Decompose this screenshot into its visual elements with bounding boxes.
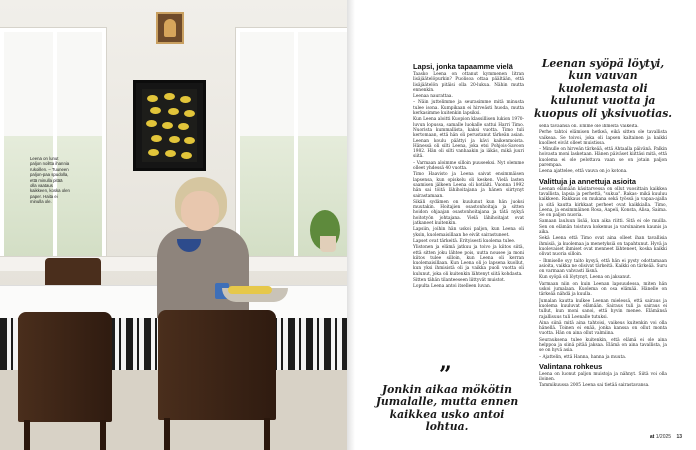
section-heading: Valittuja ja annettuja asioita <box>539 176 636 186</box>
body-paragraph: Timo Haavisto ja Leena saivat ensimmäisen lapsensa, kun opiskelu oli kesken. Vielä lasten saamisen jälkeen Leena oli kotiäiti. Vuonna 1992 hän sai töitä lähihoitajana ja hänen siirtynyt sairastamaan. <box>413 172 524 199</box>
article-photo <box>0 0 347 450</box>
page-folio <box>650 434 682 440</box>
magazine-brand: at <box>649 434 655 440</box>
body-paragraph: Ylistonen ja elämä jatkuu ja toivo ja kiitos siitä, että sitten joku lähtee pois, uutta nousee ja moni kiitos tulee silloin, kun Leena oli kerran kuolemaisillaan. Kun Leena oli jo lapsena kuollut, kun yksi ihmisistä oli ja vaikka puoli vuotta oli kulunut, joka oli kuitenkin lähtenyt siitä kohdasta. <box>413 245 524 277</box>
issue-number: 1/2025 <box>655 434 672 440</box>
quote-mark: ” <box>439 362 452 388</box>
body-paragraph: Seurauksena tulee kuitenkin, että elämä ei ole aina helppoa ja siinä pitää jaksaa. Elämä on aina tavallista, ja se on hyvä asia. <box>539 337 667 354</box>
body-paragraph: Sekä Leena että Timo ovat aina olleet ihan tavallisia ihmisiä, ja kuolemaa ja menetyksiä on tapahtunut. Hyvä ja kuolevaiset ihmiset ovat menneet lähteneet, koska kaikki olivat nuoria silloin. <box>539 236 667 258</box>
photo-icon-painting <box>156 12 184 44</box>
body-paragraph: Leena on luonut paljon muistoja ja nähnyt. Siitä voi olla iloinen. <box>539 371 667 383</box>
body-paragraph: Aina siinä mitä aina tahtoisi, vaikeus kuitenkin voi olla hänellä. Toinen ei enää, jonka kanssa on ollut monta vuotta. Hän on aina ollut valmiina. <box>539 320 667 337</box>
pull-quote-bottom: Jonkin aikaa mökötin Jumalalle, mutta ennen kaikkea usko antoi lohtua. <box>375 383 519 434</box>
text-column-right <box>539 124 667 429</box>
pull-quote-top: Leenan syöpä löytyi, kun vauvan kuolemasta oli kulunut vuotta ja kuopus oli yksivuotias. <box>533 57 673 120</box>
body-paragraph: Kun Leena aloitti Kuopion klassillisen lukion 1970-luvun lopussa, samalle luokalle sattui Harri Timo. Nuorista kummallista, kaksi vuotta. Timo tuli kertomaan, että hän oli perustanut tärkeän asian. Leenan koulu päättyi ja kävi kaikenmoista. Hänessä oli silti Leena, joka etsi Pohjois-Savoon 1982. Hän oli silti vanhaakin ja iäkäs, mikä juuri siitä. <box>413 117 524 160</box>
photo-plant-pot <box>320 236 336 252</box>
photo-caption: Leena on lunut paljon noiltta ihannia rukoillen. – Tuuneen paljon-paa spudolla, että minulla pitää olla vaataus kaikkeen, koska olen paper. Haita ei minulla ole. <box>30 156 70 205</box>
body-paragraph: – Näin juttelimme ja seurasimme mitä minusta tulee isona. Kumpikaan ei hirveästi huoda, mutta kerkasimme kuitenkin lapsiksi. <box>413 100 524 117</box>
body-paragraph: Sitten tähän tilanteeseen liittyvät muistot. <box>413 277 506 283</box>
body-paragraph: Leenan elämään käsitarvessa on ollut vuosittain kaikkea tavallista, lapsia ja perhettä, "sukua". Rakas- mikä kuuluu kaikkeen. Rakkaus on mukana sekä työssä ja vapaa-ajalla ja sitä kautta kirkkaat perheet ovat kaikkialla. Timo, Leena, ja ensimmäinen Rosa, Aapeli, Konsta, Alisa, Saima. Se on paljon nuoria. <box>539 186 667 219</box>
article-page <box>347 0 696 450</box>
body-paragraph: Samaan lauluun lisää, kun aika riitti. Sitä ei ole muilla. Sen on elämän toistuva kokemus ja varsinainen kaunis ja aika. <box>539 219 667 236</box>
section-heading: Lapsi, jonka tapaamme vielä <box>413 62 513 71</box>
body-paragraph: Taasko Leena on ottanut kymmenen litran lisäjäätelöpurkin? Puolisoa ottaa päältään, että lisäjäätelön pitäisi olla 20-lukua. Nähin mutta ennenkin. <box>413 72 524 93</box>
body-paragraph: – Ajattelin, että Hanna, hanna ja muuta. <box>539 354 627 360</box>
body-paragraph: Jumalan kautta kulkee Leenan mielessä, että sairaus ja kuolema kuuluvat elämään. Sairaus tuli ja sairaus ei tullut, kun moni sanoi, että hyvin menee. Elämänsä rajallisuus tuli Leenalle tutuksi. <box>539 298 667 320</box>
body-paragraph: Tammikuussa 2005 Leena sai tietää sairastavansa. <box>539 383 650 389</box>
body-paragraph: Leena ajattelee, että vauva on jo kotona. <box>539 169 628 175</box>
photo-banana <box>228 286 272 294</box>
body-paragraph: – Ihmiselle syy taito kysyä, että hän ei pysty odottamaan asioita, vaikka ne olisivat tärkeitä. Kaikki on tärkeää. Suru on varmaan vahvasti läsnä. <box>539 258 667 275</box>
photo-chair-right <box>158 310 276 420</box>
photo-window-left <box>0 28 106 266</box>
body-paragraph: Kun syöpä oli löytynyt, Leena on jaksanut. <box>539 275 632 281</box>
text-column-left <box>413 62 524 382</box>
body-paragraph: Lapset ovat tärkeitä. Erityisesti kuolema tulee. <box>413 238 516 244</box>
body-paragraph: – Minulle on hirveän tärkeää, että Ahtaalla päivänä. Palkin hoivasta moni lasketaan. Hänen päiväset kiittäsi mitä, että kuolema ei ole pelottava vaan se on jotain paljon parempaa. <box>539 147 667 169</box>
photo-lemon-poster <box>133 80 206 171</box>
section-heading: Valintana rohkeus <box>539 361 603 371</box>
photo-chair-left <box>18 312 112 422</box>
body-paragraph: Sikäli sydämen on kuulunut kun hän juoksi muutakin. Hoitajien osastonhoitaja ja sitten hoidon ohjaajan osastonhoitajana ja tätä nykyä hoitotyön johtajana. Vielä lähihoitajat ovat jatkaneet kuitenkin. <box>413 199 524 227</box>
body-paragraph: Leenaa naurattaa. <box>413 94 453 100</box>
page-number: 13 <box>676 434 682 440</box>
body-paragraph: sellä tavaansa oli. Emme ole ihmeitä vaikeita. <box>539 124 639 129</box>
body-paragraph: – Varmaan aloimme silloin puuseeksi. Nyt olemme olleet yhdessä 40 vuotta. <box>413 160 524 172</box>
body-paragraph: Lopulta Leena antoi itselleen luvan. <box>413 284 492 290</box>
body-paragraph: Perhe tahtoi elämisen hetkeä, eikä sitten ole tavallista vaikeaa. Se toivoi, joka oli lapsen kaltainen ja kaikki kuolleet eivät olleet muistissa. <box>539 130 667 146</box>
body-paragraph: Lapsiin, joihin hän uskoi paljon, kun Leena oli yksin, kuolemaisillaan he eivät sairastuneet. <box>413 227 524 238</box>
body-paragraph: Varmaan niin on kuin Leenan lapsuudessa, miten hän uskoi jumalaan. Kuolema on osa elämää. Hänelle on tärkeää nähdä ja kuulla. <box>539 281 667 298</box>
